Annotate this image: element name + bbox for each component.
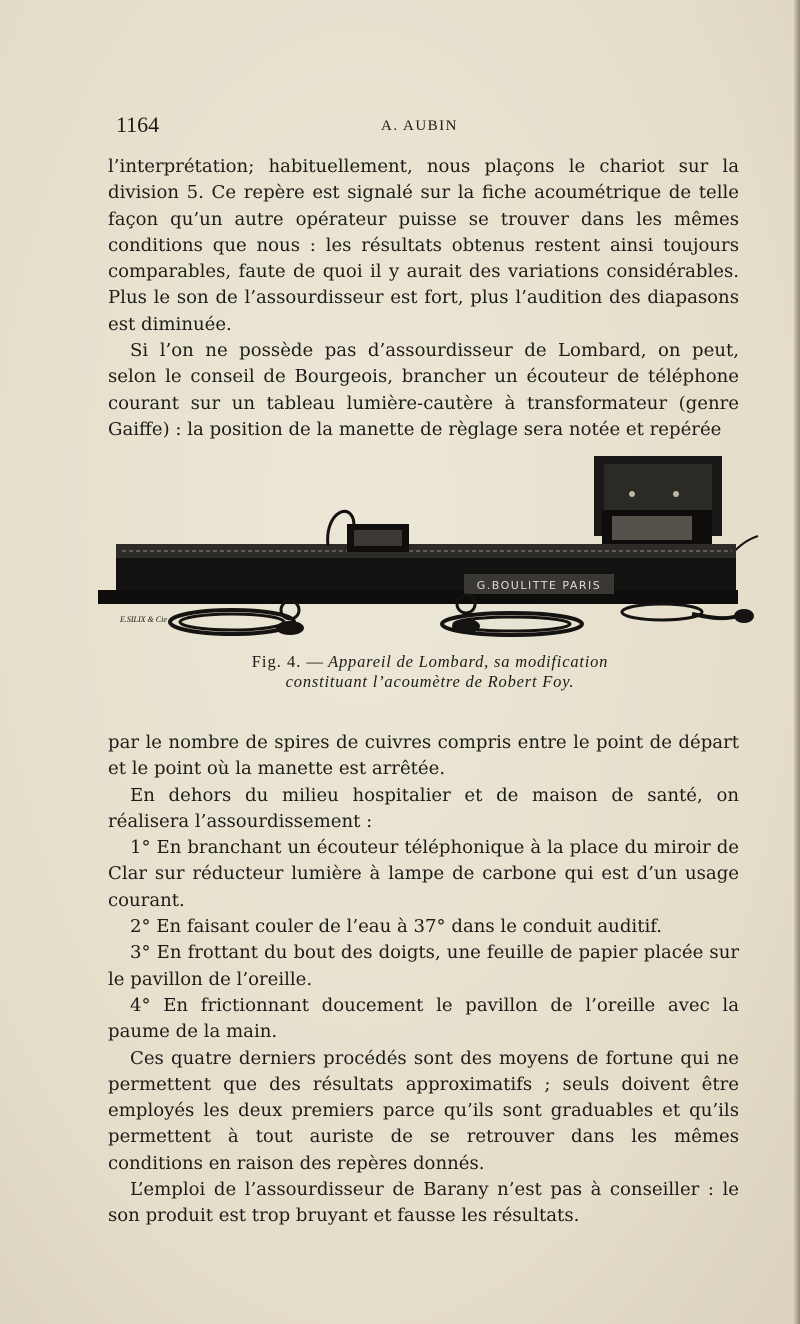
- figure-apparatus: [92, 450, 762, 646]
- base-plinth: [98, 590, 738, 604]
- list-item: 2° En faisant couler de l’eau à 37° dans le conduit auditif.: [130, 916, 663, 938]
- carriage-face: [354, 530, 402, 546]
- body-text-top: [108, 154, 739, 443]
- page-header: [0, 112, 800, 142]
- engraver-signature: E.SILIX & Cie: [120, 615, 167, 624]
- plug: [734, 609, 754, 623]
- caption-line-2: constituant l’acoumètre de Robert Foy.: [285, 672, 575, 691]
- apparatus-illustration: [92, 450, 762, 646]
- cable-coil: [180, 614, 284, 630]
- figure-caption: [200, 652, 660, 692]
- running-head: A. AUBIN: [381, 118, 459, 134]
- list-item: 3° En frottant du bout des doigts, une feuille de papier placée sur le pavillon de l’oreille.: [108, 942, 739, 990]
- cable-coil: [622, 604, 702, 620]
- maker-plate: G.BOULITTE PARIS: [476, 579, 602, 592]
- paragraph: En dehors du milieu hospitalier et de maison de santé, on réalisera l’assourdissement :: [108, 784, 739, 832]
- paragraph: par le nombre de spires de cuivres compris entre le point de départ et le point où la manette est arrêtée.: [108, 732, 739, 780]
- lid-screw: [673, 491, 679, 497]
- case-mechanism: [612, 516, 692, 540]
- paragraph: Ces quatre derniers procédés sont des moyens de fortune qui ne permettent que des résultats approximatifs ; seuls doivent être employés les deux premiers parce qu’ils sont graduables et qu’ils permettent à tout auriste de se retrouver dans les mêmes conditions en raison des repères donnés.: [108, 1047, 739, 1174]
- earpiece: [276, 621, 304, 635]
- page-edge: [794, 0, 800, 1324]
- page-number: 1164: [116, 112, 160, 137]
- lid-screw: [629, 491, 635, 497]
- figure-label: Fig. 4. —: [251, 652, 324, 671]
- paragraph: Si l’on ne possède pas d’assourdisseur de Lombard, on peut, selon le conseil de Bourgeois, brancher un écouteur de téléphone courant sur un tableau lumière-cautère à transformateur (genre Gaiffe) : la position de la manette de règlage sera notée et repérée: [108, 340, 739, 440]
- paragraph: l’interprétation; habituellement, nous plaçons le chariot sur la division 5. Ce repère est signalé sur la fiche acoumétrique de telle façon qu’un autre opérateur puisse se trouver dans les mêmes conditions que nous : les résultats obtenus restent ainsi toujours comparables, faute de quoi il y aurait des variations considérables. Plus le son de l’assourdisseur est fort, plus l’audition des diapasons est diminuée.: [108, 156, 739, 335]
- list-item: 1° En branchant un écouteur téléphonique à la place du miroir de Clar sur réducteur lumière à lampe de carbone qui est d’un usage courant.: [108, 837, 739, 911]
- paragraph: L’emploi de l’assourdisseur de Barany n’est pas à conseiller : le son produit est trop bruyant et fausse les résultats.: [108, 1179, 739, 1227]
- plug-cable: [692, 614, 738, 618]
- earpiece: [452, 619, 480, 633]
- caption-text: Appareil de Lombard, sa modification: [328, 652, 609, 671]
- list-item: 4° En frictionnant doucement le pavillon de l’oreille avec la paume de la main.: [108, 994, 739, 1043]
- body-text-bottom: [108, 730, 739, 1230]
- caption-line-1: [200, 652, 660, 672]
